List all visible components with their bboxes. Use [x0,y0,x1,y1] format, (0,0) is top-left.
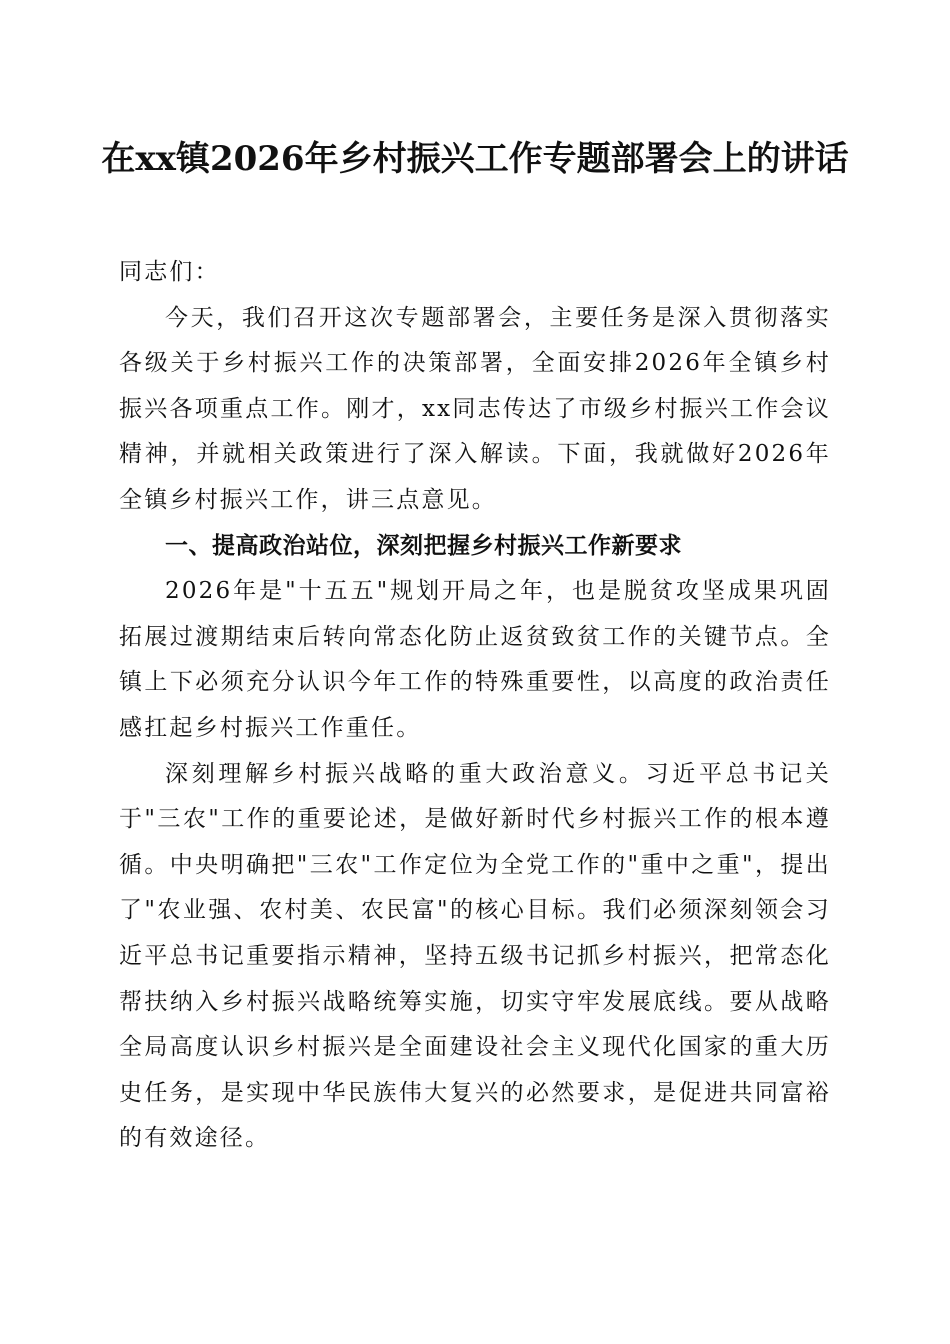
section-1-paragraph-2: 深刻理解乡村振兴战略的重大政治意义。习近平总书记关于"三农"工作的重要论述，是做好新时代乡村振兴工作的根本遵循。中央明确把"三农"工作定位为全党工作的"重中之重"，提出了"农业强、农村美、农民富"的核心目标。我们必须深刻领会习近平总书记重要指示精神，坚持五级书记抓乡村振兴，把常态化帮扶纳入乡村振兴战略统筹实施，切实守牢发展底线。要从战略全局高度认识乡村振兴是全面建设社会主义现代化国家的重大历史任务，是实现中华民族伟大复兴的必然要求，是促进共同富裕的有效途径。 [119,760,831,1152]
document-body [119,250,831,1162]
intro-paragraph: 今天，我们召开这次专题部署会，主要任务是深入贯彻落实各级关于乡村振兴工作的决策部署，全面安排2026年全镇乡村振兴各项重点工作。刚才，xx同志传达了市级乡村振兴工作会议精神，并就相关政策进行了深入解读。下面，我就做好2026年全镇乡村振兴工作，讲三点意见。 [119,304,831,513]
section-1-paragraph-1: 2026年是"十五五"规划开局之年，也是脱贫攻坚成果巩固拓展过渡期结束后转向常态化防止返贫致贫工作的关键节点。全镇上下必须充分认识今年工作的特殊重要性，以高度的政治责任感扛起乡村振兴工作重任。 [119,578,831,741]
salutation: 同志们： [119,259,220,285]
section-heading-1: 一、提高政治站位，深刻把握乡村振兴工作新要求 [165,532,682,559]
document-title: 在xx镇2026年乡村振兴工作专题部署会上的讲话 [101,139,849,179]
